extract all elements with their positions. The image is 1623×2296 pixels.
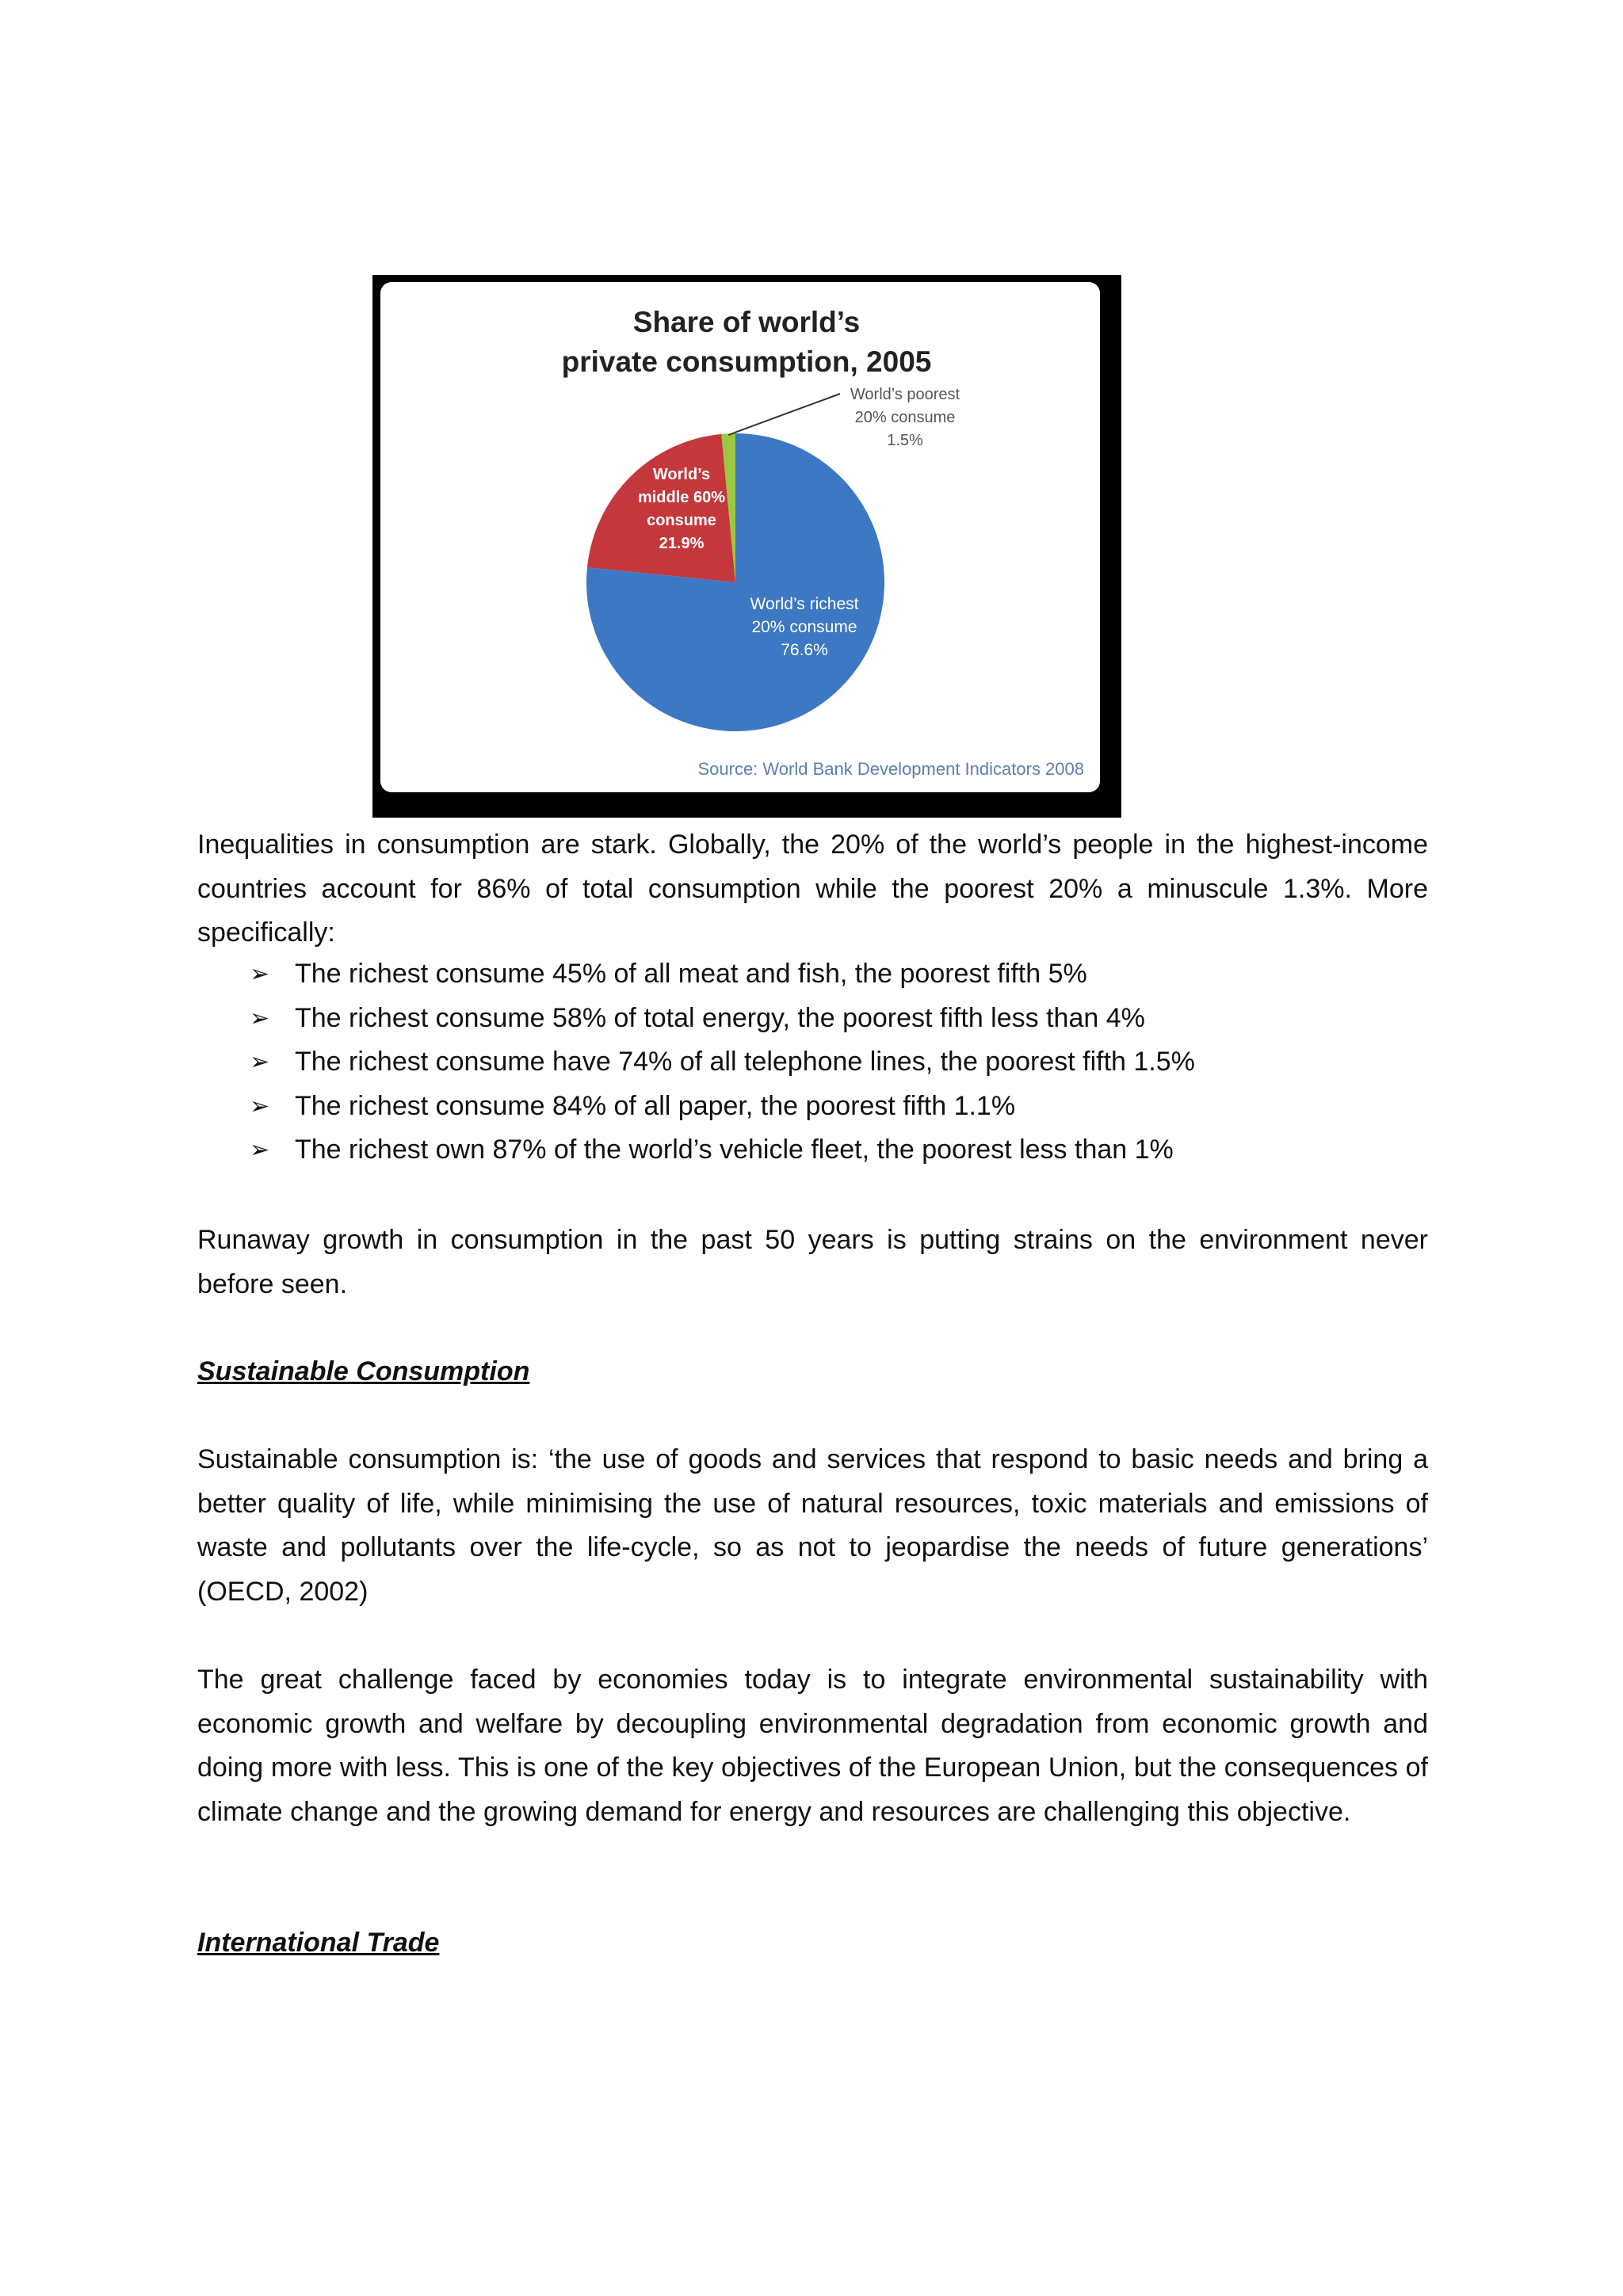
leader-line	[728, 394, 840, 435]
chart-title-line1: Share of world’s	[632, 306, 861, 338]
consumption-bullet-list	[197, 952, 1428, 1173]
chart-source: Source: World Bank Development Indicators 2008	[697, 759, 1084, 779]
arrow-bullet-icon: ➢	[250, 1005, 270, 1032]
arrow-bullet-icon: ➢	[250, 961, 270, 987]
list-item: ➢ The richest consume have 74% of all telephone lines, the poorest fifth 1.5%	[197, 1040, 1428, 1085]
list-item: ➢ The richest own 87% of the world’s vehicle fleet, the poorest less than 1%	[197, 1128, 1428, 1173]
paragraph-great-challenge: The great challenge faced by economies today is to integrate environmental sustainability with economic growth and welfare by decoupling environmental degradation from economic growth and doing more with less. This is one of the key objectives of the European Union, but the consequences of climate change and the growing demand for energy and resources are challenging this objective.	[197, 1665, 1428, 1827]
heading-international-trade: International Trade	[197, 1928, 440, 1958]
list-item: ➢ The richest consume 58% of total energy, the poorest fifth less than 4%	[197, 997, 1428, 1041]
slice-data-label: World’s richest 20% consume 76.6%	[750, 595, 859, 659]
slice-data-label: World’s middle 60% consume 21.9%	[637, 466, 726, 552]
pie-slice	[587, 434, 735, 582]
paragraph-sustainable-definition: Sustainable consumption is: ‘the use of goods and services that respond to basic needs and bring a better quality of life, while minimising the use of natural resources, toxic materials and emissions of waste and pollutants over the life-cycle, so as not to jeopardise the needs of future generations’ (OECD, 2002)	[197, 1444, 1428, 1607]
list-item: ➢ The richest consume 45% of all meat and fish, the poorest fifth 5%	[197, 952, 1428, 997]
list-item: ➢ The richest consume 84% of all paper, the poorest fifth 1.1%	[197, 1085, 1428, 1129]
pie-chart	[372, 275, 1121, 818]
arrow-bullet-icon: ➢	[250, 1093, 270, 1119]
slice-data-label: World’s poorest 20% consume 1.5%	[850, 386, 960, 449]
paragraph-inequalities: Inequalities in consumption are stark. Globally, the 20% of the world’s people in the highest-income countries account for 86% of total consumption while the poorest 20% a minuscule 1.3%. More specifically:	[197, 830, 1428, 948]
chart-title-line2: private consumption, 2005	[561, 345, 932, 378]
arrow-bullet-icon: ➢	[250, 1137, 270, 1163]
pie-chart-figure	[372, 275, 1121, 818]
arrow-bullet-icon: ➢	[250, 1049, 270, 1075]
heading-sustainable-consumption: Sustainable Consumption	[197, 1356, 530, 1386]
paragraph-runaway-growth: Runaway growth in consumption in the past 50 years is putting strains on the environment never before seen.	[197, 1225, 1428, 1299]
